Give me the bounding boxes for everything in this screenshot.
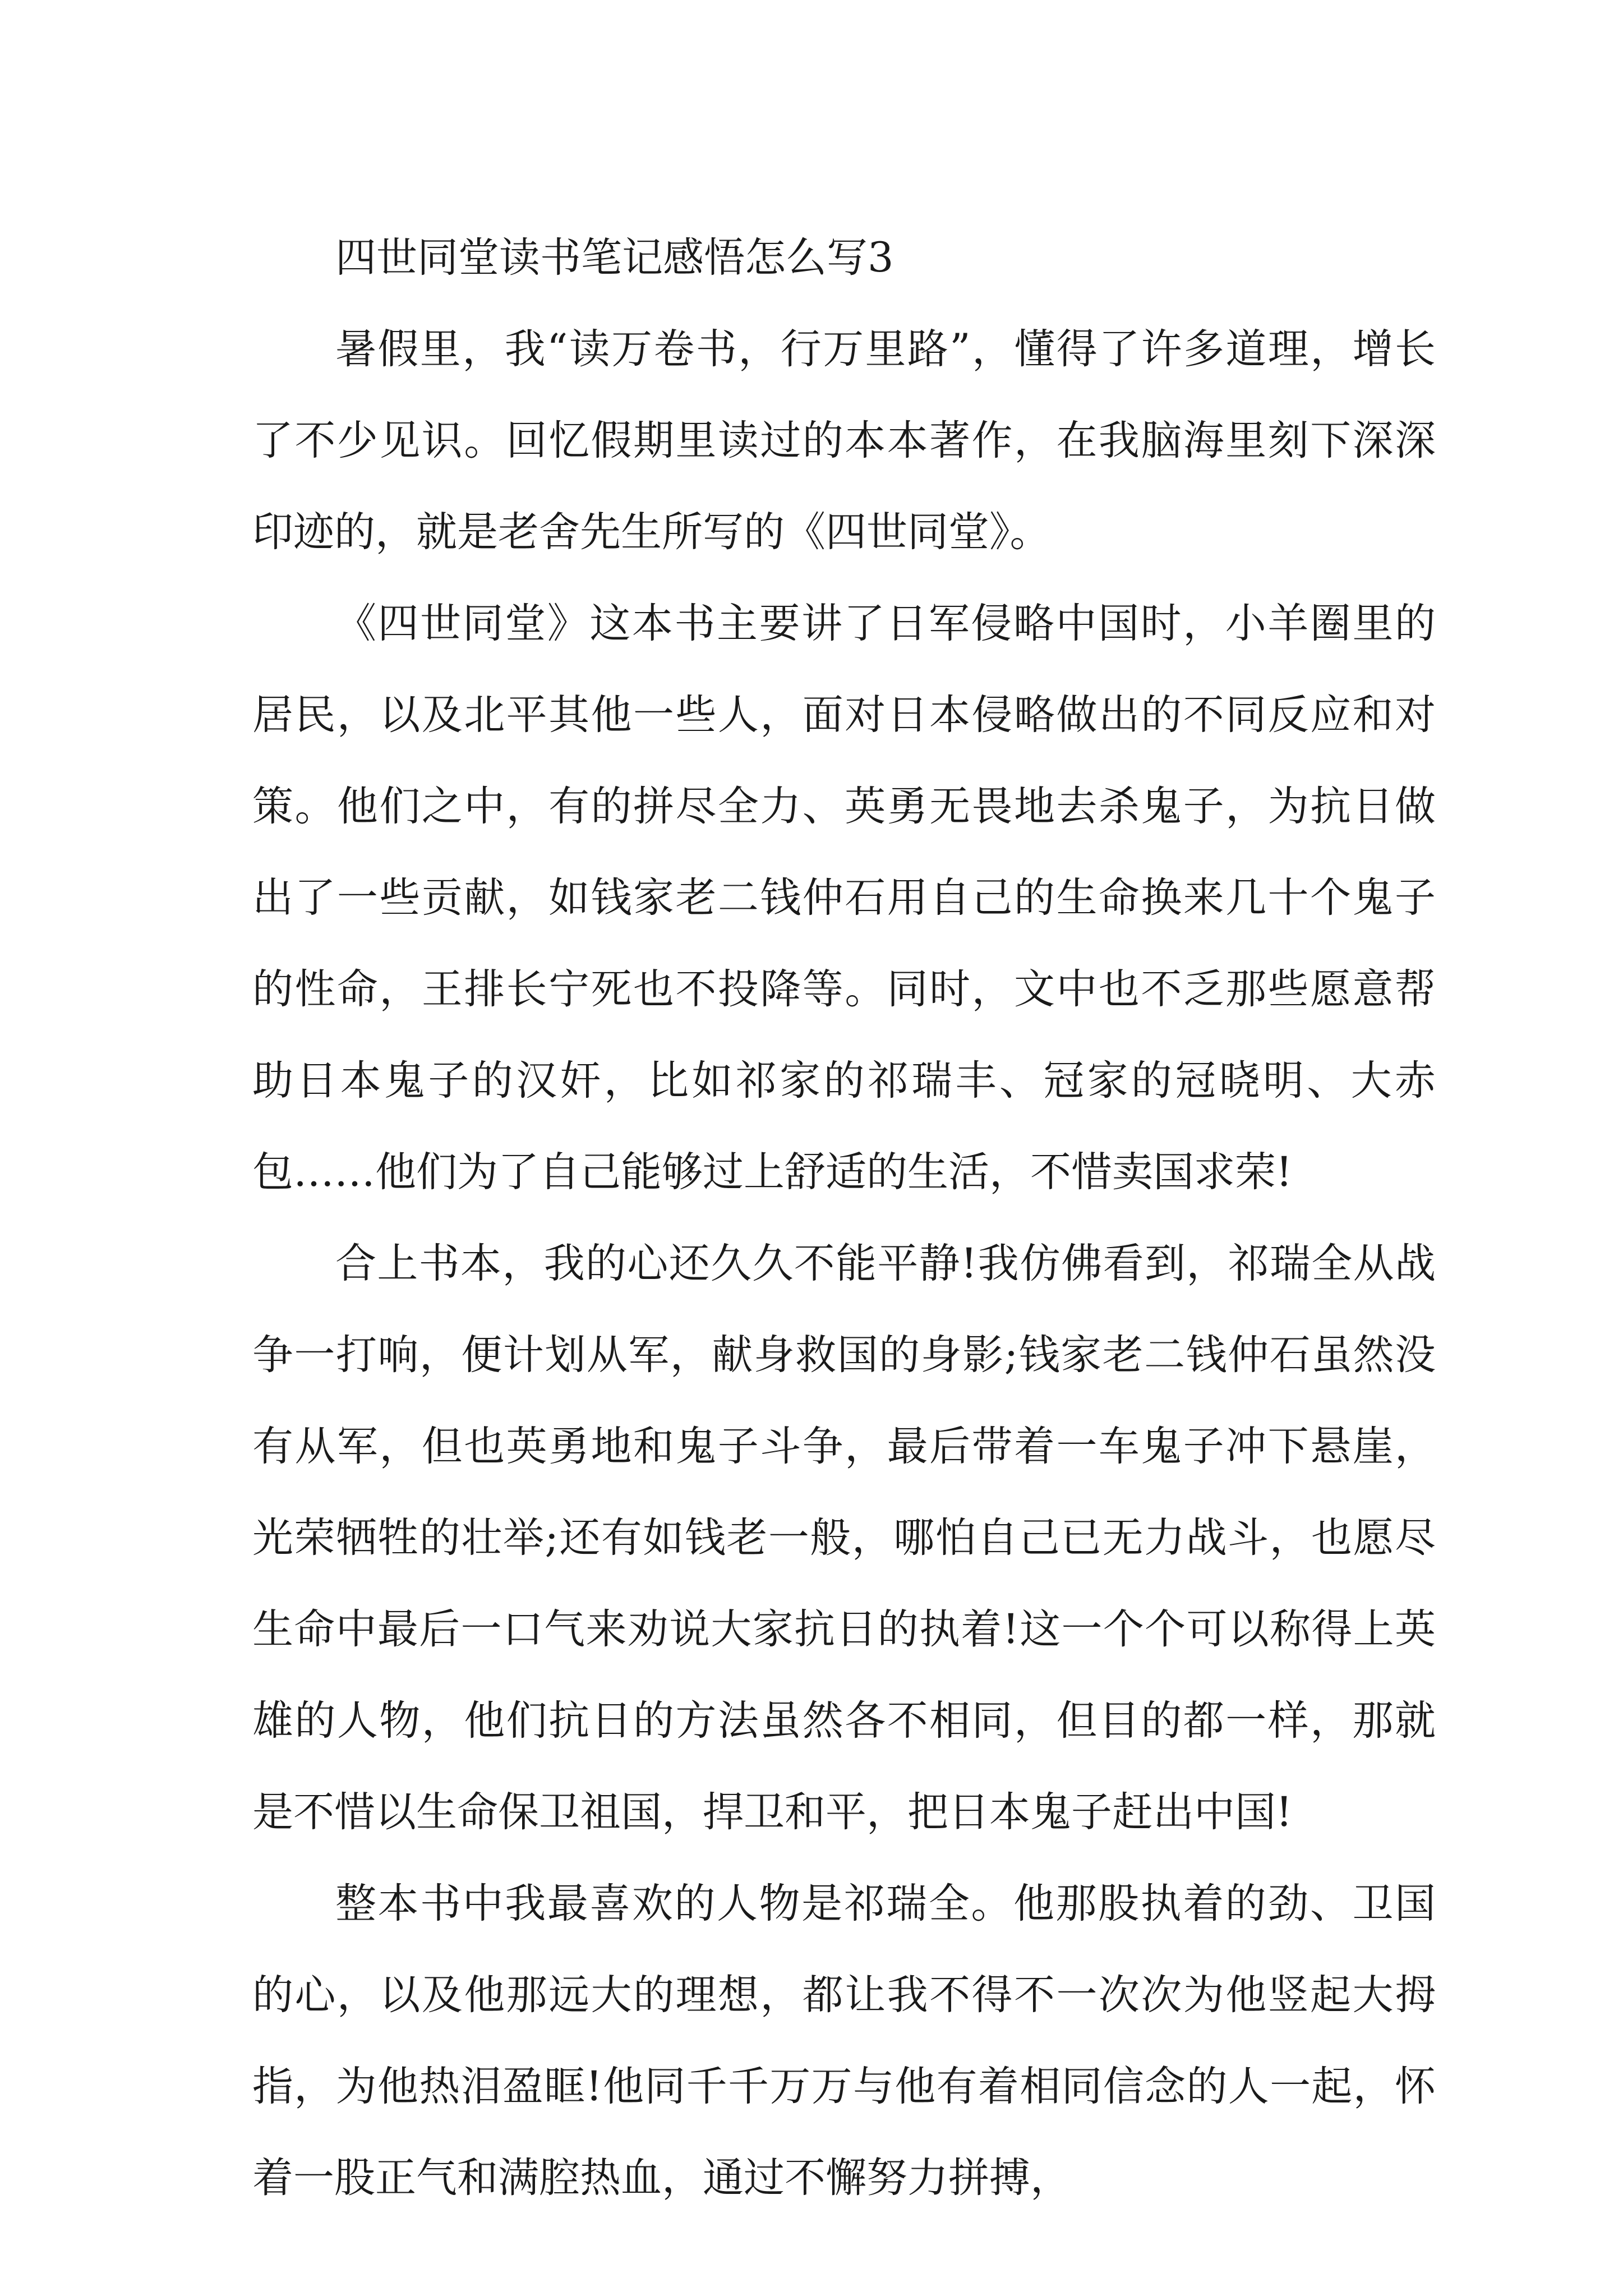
document-body bbox=[252, 212, 1436, 2224]
paragraph-1: 暑假里，我“读万卷书，行万里路”，懂得了许多道理，增长了不少见识。回忆假期里读过的本本著作，在我脑海里刻下深深印迹的，就是老舍先生所写的《四世同堂》。 bbox=[252, 325, 1436, 556]
paragraph-4: 整本书中我最喜欢的人物是祁瑞全。他那股执着的劲、卫国的心，以及他那远大的理想，都让我不得不一次次为他竖起大拇指，为他热泪盈眶!他同千千万万与他有着相同信念的人一起，怀着一股正气和满腔热血，通过不懈努力拼搏， bbox=[252, 1880, 1436, 2202]
paragraph-2: 《四世同堂》这本书主要讲了日军侵略中国时，小羊圈里的居民，以及北平其他一些人，面对日本侵略做出的不同反应和对策。他们之中，有的拼尽全力、英勇无畏地去杀鬼子，为抗日做出了一些贡献，如钱家老二钱仲石用自己的生命换来几十个鬼子的性命，王排长宁死也不投降等。同时，文中也不乏那些愿意帮助日本鬼子的汉奸，比如祁家的祁瑞丰、冠家的冠晓明、大赤包……他们为了自己能够过上舒适的生活，不惜卖国求荣! bbox=[252, 600, 1436, 1196]
document-title: 四世同堂读书笔记感悟怎么写3 bbox=[335, 234, 894, 282]
paragraph-3: 合上书本，我的心还久久不能平静!我仿佛看到，祁瑞全从战争一打响，便计划从军，献身救国的身影;钱家老二钱仲石虽然没有从军，但也英勇地和鬼子斗争，最后带着一车鬼子冲下悬崖，光荣牺牲的壮举;还有如钱老一般，哪怕自己已无力战斗，也愿尽生命中最后一口气来劝说大家抗日的执着!这一个个可以称得上英雄的人物，他们抗日的方法虽然各不相同，但目的都一样，那就是不惜以生命保卫祖国，捍卫和平，把日本鬼子赶出中国! bbox=[252, 1240, 1436, 1836]
